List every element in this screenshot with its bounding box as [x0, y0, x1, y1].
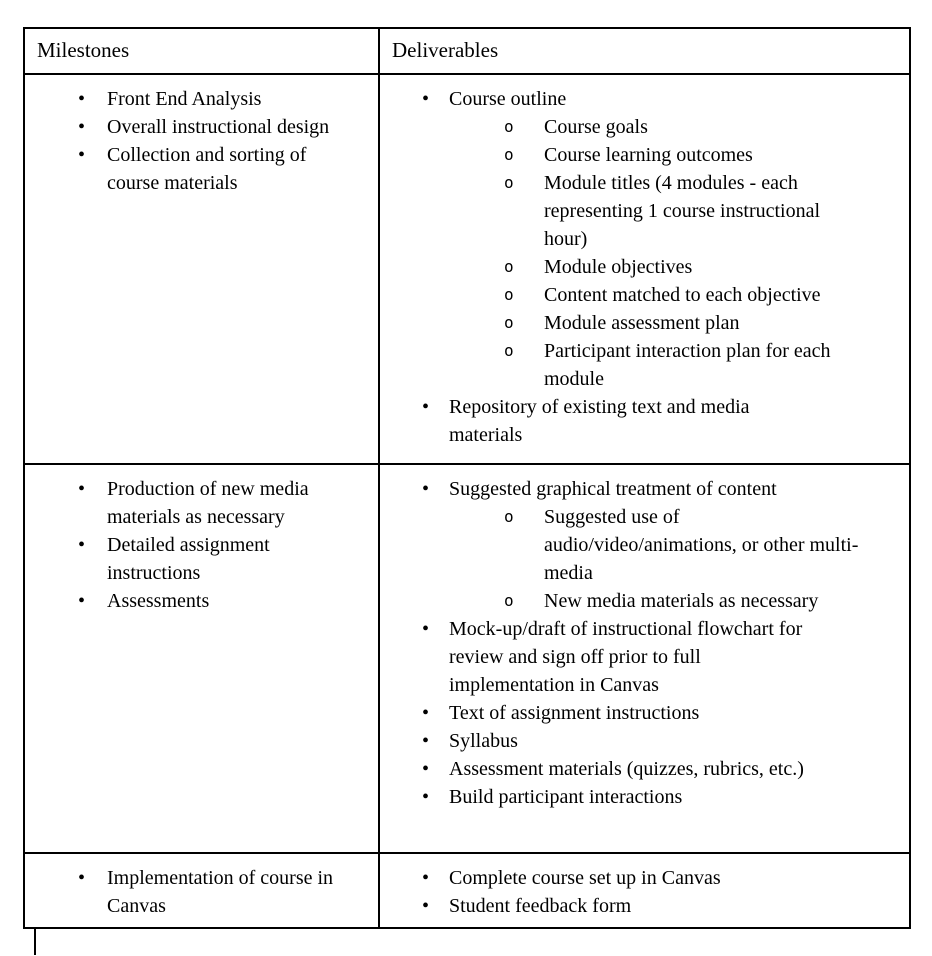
list-item	[392, 864, 809, 892]
list-item	[37, 587, 335, 615]
bullet-icon: •	[78, 534, 86, 556]
list-item-text: Implementation of course in Canvas	[107, 867, 334, 917]
bullet-icon: •	[422, 895, 430, 917]
list-item-text: Mock-up/draft of instructional flowchart for review and sign off prior to full implementation in Canvas	[449, 618, 803, 696]
bullet-icon: •	[422, 730, 430, 752]
circle-bullet-icon: o	[504, 507, 514, 526]
list-item-text: Module objectives	[544, 256, 693, 278]
list-item-text: Course outline	[449, 88, 567, 110]
milestones-cell-row-3	[24, 853, 379, 928]
list-item-text: Build participant interactions	[449, 786, 683, 808]
table-row	[24, 74, 910, 464]
list-item-text: Suggested graphical treatment of content	[449, 478, 777, 500]
list-item	[392, 393, 809, 449]
list-item	[392, 699, 809, 727]
bullet-icon: •	[78, 116, 86, 138]
sub-list-item	[392, 169, 862, 253]
circle-bullet-icon: o	[504, 117, 514, 136]
deliverables-cell-row-2	[379, 464, 910, 853]
circle-bullet-icon: o	[504, 257, 514, 276]
list-item-text: Course learning outcomes	[544, 144, 753, 166]
bullet-icon: •	[78, 590, 86, 612]
sub-list-item	[392, 113, 862, 141]
list-item-text: Text of assignment instructions	[449, 702, 700, 724]
table-row	[24, 853, 910, 928]
milestones-cell-row-2	[24, 464, 379, 853]
circle-bullet-icon: o	[504, 145, 514, 164]
list-item	[37, 475, 335, 531]
list-item	[392, 755, 809, 783]
list-item-text: Repository of existing text and media materials	[449, 396, 750, 446]
list-item-text: Assessment materials (quizzes, rubrics, etc.)	[449, 758, 804, 780]
list-item-text: Collection and sorting of course materials	[107, 144, 307, 194]
circle-bullet-icon: o	[504, 173, 514, 192]
bullet-icon: •	[78, 88, 86, 110]
bullet-icon: •	[422, 478, 430, 500]
list-item-text: Assessments	[107, 590, 210, 612]
deliverables-cell-row-3	[379, 853, 910, 928]
bullet-icon: •	[78, 478, 86, 500]
text-cursor	[34, 929, 36, 955]
bullet-icon: •	[422, 786, 430, 808]
sub-list-item	[392, 337, 862, 393]
bullet-icon: •	[422, 618, 430, 640]
bullet-icon: •	[78, 144, 86, 166]
list-item-text: Detailed assignment instructions	[107, 534, 270, 584]
bullet-icon: •	[422, 867, 430, 889]
bullet-icon: •	[422, 88, 430, 110]
list-item-text: Suggested use of audio/video/animations, or other multi-media	[544, 506, 859, 584]
list-item-text: Module assessment plan	[544, 312, 740, 334]
list-item-text: Complete course set up in Canvas	[449, 867, 721, 889]
column-header-milestones: Milestones	[24, 28, 379, 74]
list-item	[392, 475, 809, 503]
sub-list-item	[392, 503, 862, 587]
list-item-text: Overall instructional design	[107, 116, 330, 138]
list-item-text: Content matched to each objective	[544, 284, 821, 306]
sub-list-item	[392, 253, 862, 281]
list-item	[392, 727, 809, 755]
list-item	[392, 85, 809, 113]
list-item-text: Module titles (4 modules - each representing 1 course instructional hour)	[544, 172, 821, 250]
list-item	[37, 141, 335, 197]
circle-bullet-icon: o	[504, 591, 514, 610]
milestones-cell-row-1	[24, 74, 379, 464]
list-item	[37, 864, 335, 920]
list-item-text: New media materials as necessary	[544, 590, 819, 612]
list-item	[37, 531, 335, 587]
sub-list-item	[392, 141, 862, 169]
list-item	[37, 113, 335, 141]
table-row	[24, 464, 910, 853]
milestones-deliverables-table	[23, 27, 911, 929]
list-item	[392, 615, 809, 699]
list-item-text: Student feedback form	[449, 895, 632, 917]
list-item	[37, 85, 335, 113]
list-item-text: Production of new media materials as necessary	[107, 478, 309, 528]
sub-list-item	[392, 281, 862, 309]
sub-list-item	[392, 587, 862, 615]
circle-bullet-icon: o	[504, 341, 514, 360]
table-header-row	[24, 28, 910, 74]
list-item-text: Front End Analysis	[107, 88, 262, 110]
circle-bullet-icon: o	[504, 313, 514, 332]
list-item-text: Participant interaction plan for each module	[544, 340, 831, 390]
bullet-icon: •	[78, 867, 86, 889]
list-item	[392, 892, 809, 920]
bullet-icon: •	[422, 758, 430, 780]
bullet-icon: •	[422, 702, 430, 724]
bullet-icon: •	[422, 396, 430, 418]
deliverables-cell-row-1	[379, 74, 910, 464]
sub-list-item	[392, 309, 862, 337]
list-item-text: Course goals	[544, 116, 648, 138]
list-item-text: Syllabus	[449, 730, 518, 752]
circle-bullet-icon: o	[504, 285, 514, 304]
list-item	[392, 783, 809, 811]
column-header-deliverables: Deliverables	[379, 28, 910, 74]
